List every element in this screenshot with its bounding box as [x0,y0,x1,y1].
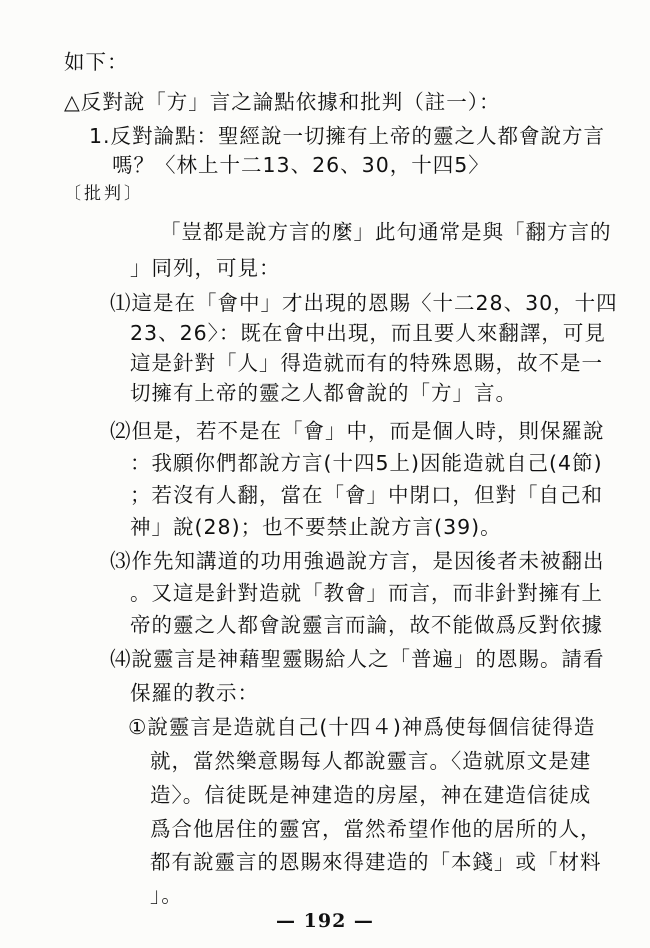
critique-line: 「豈都是說方言的麼」此句通常是與「翻方言的 [160,220,612,244]
item4-line: ⑷說靈言是神藉聖靈賜給人之「普遍」的恩賜。請看 [110,647,605,671]
item1-line: 23、26〉：既在會中出現，而且要人來翻譯，可見 [130,321,606,345]
section-heading: △反對說「方」言之論點依據和批判（註一）： [64,90,501,114]
item4-line: 保羅的教示： [130,681,259,705]
subitem1-line: 就，當然樂意賜每人都說靈言。〈造就原文是建 [150,749,592,773]
critique-line: 」同列，可見： [130,256,281,280]
item2-line: ⑵但是，若不是在「會」中，而是個人時，則保羅說 [110,419,605,443]
subitem1-line: 造〉。信徒既是神建造的房屋，神在建造信徒成 [150,783,592,807]
critique-label: 〔批判〕 [64,184,144,204]
intro-text: 如下： [64,50,129,74]
subitem1-line: 都有說靈言的恩賜來得建造的「本錢」或「材料 [150,850,602,874]
item2-line: ；若沒有人翻，當在「會」中閉口，但對「自己和 [130,483,603,507]
item1-line: 這是針對「人」得造就而有的特殊恩賜，故不是一 [130,351,603,375]
subitem1-line: ①說靈言是造就自己(十四４)神爲使每個信徒得造 [128,715,596,739]
subitem1-line: 爲合他居住的靈宮，當然希望作他的居所的人， [150,817,602,841]
point1-line: 嗎？〈林上十二13、26、30，十四5〉 [112,153,490,177]
item3-line: ⑶作先知講道的功用強過說方言，是因後者未被翻出 [110,549,605,573]
subitem1-line: 」。 [150,883,183,907]
item1-line: 切擁有上帝的靈之人都會說的「方」言。 [130,381,517,405]
item3-line: 。又這是針對造就「教會」而言，而非針對擁有上 [130,581,603,605]
item2-line: 神」說(28)；也不要禁止說方言(39)。 [130,515,502,539]
item3-line: 帝的靈之人都會說靈言而論，故不能做爲反對依據 [130,613,603,637]
item2-line: ：我願你們都說方言(十四5上)因能造就自己(4節) [130,451,603,475]
item1-line: ⑴這是在「會中」才出現的恩賜〈十二28、30，十四 [110,291,618,315]
page-number: — 192 — [276,910,374,932]
point1-line: 1.反對論點：聖經說一切擁有上帝的靈之人都會說方言 [89,124,606,148]
